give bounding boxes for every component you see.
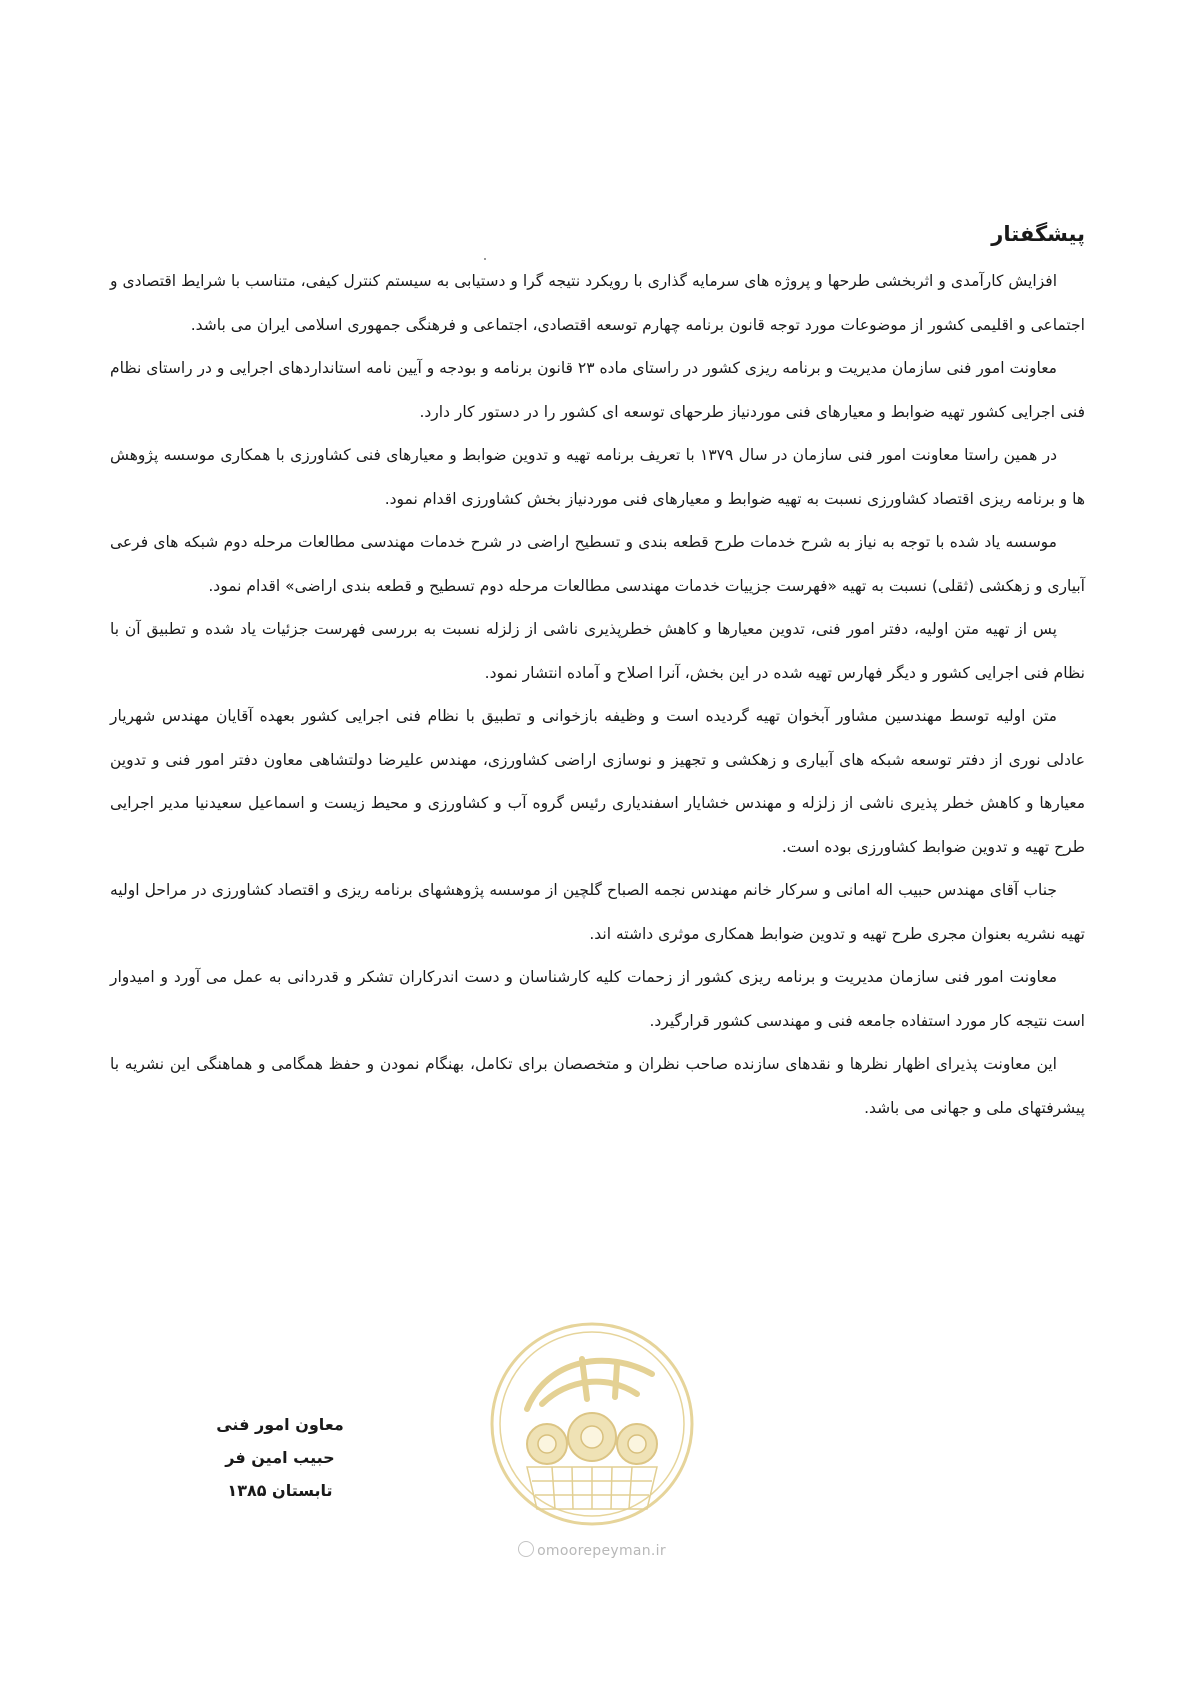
at-sign-icon [518, 1541, 534, 1557]
paragraph-1: افزایش کارآمدی و اثربخشی طرحها و پروژه های سرمایه گذاری با رویکرد نتیجه گرا و دستیابی به سیستم کنترل کیفی، متناسب با شرایط اقتصادی و اجتماعی و اقلیمی کشور از موضوعات مورد توجه قانون برنامه چهارم توسعه اقتصادی، اجتماعی و فرهنگی جمهوری اسلامی ایران می باشد. [110, 272, 1085, 334]
paragraph-8: معاونت امور فنی سازمان مدیریت و برنامه ریزی کشور از زحمات کلیه کارشناسان و دست اندرکاران تشکر و قدردانی به عمل می آورد و امیدوار است نتیجه کار مورد استفاده جامعه فنی و مهندسی کشور قرارگیرد. [110, 968, 1085, 1030]
paragraph-5: پس از تهیه متن اولیه، دفتر امور فنی، تدوین معیارها و کاهش خطرپذیری ناشی از زلزله نسبت به بررسی فهرست جزئیات یاد شده و تطبیق آن با نظام فنی اجرایی کشور و دیگر فهارس تهیه شده در این بخش، آنرا اصلاح و آماده انتشار نمود. [110, 620, 1085, 682]
signature-block [205, 1408, 355, 1507]
signature-name: حبیب امین فر [225, 1448, 335, 1467]
paragraph-4: موسسه یاد شده با توجه به نیاز به شرح خدمات طرح قطعه بندی و تسطیح اراضی در شرح خدمات مهندسی مطالعات مرحله دوم شبکه های فرعی آبیاری و زهکشی (ثقلی) نسبت به تهیه «فهرست جزییات خدمات مهندسی مطالعات مرحله دوم تسطیح و قطعه بندی اراضی» اقدام نمود. [110, 533, 1085, 595]
signature-date: تابستان ۱۳۸۵ [227, 1481, 333, 1500]
paragraph-3: در همین راستا معاونت امور فنی سازمان در سال ۱۳۷۹ با تعریف برنامه تهیه و تدوین ضوابط و معیارهای فنی کشاورزی با همکاری موسسه پژوهش ها و برنامه ریزی اقتصاد کشاورزی نسبت به تهیه ضوابط و معیارهای فنی موردنیاز بخش کشاورزی اقدام نمود. [110, 446, 1085, 508]
paragraph-9: این معاونت پذیرای اظهار نظرها و نقدهای سازنده صاحب نظران و متخصصان برای تکامل، بهنگام نمودن و حفظ همگامی و هماهنگی این نشریه با پیشرفتهای ملی و جهانی می باشد. [110, 1055, 1085, 1117]
website-watermark [487, 1541, 697, 1559]
signature-role: معاون امور فنی [216, 1415, 344, 1434]
paragraph-7: جناب آقای مهندس حبیب اله امانی و سرکار خانم مهندس نجمه الصباح گلچین از موسسه پژوهشهای برنامه ریزی و اقتصاد کشاورزی در مراحل اولیه تهیه نشریه بعنوان مجری طرح تهیه و تدوین ضوابط همکاری موثری داشته اند. [110, 881, 1085, 943]
publisher-seal-icon [487, 1319, 697, 1529]
paragraph-2: معاونت امور فنی سازمان مدیریت و برنامه ریزی کشور در راستای ماده ۲۳ قانون برنامه و بودجه و آیین نامه استانداردهای اجرایی و در راستای نظام فنی اجرایی کشور تهیه ضوابط و معیارهای فنی موردنیاز طرحهای توسعه ای کشور را در دستور کار دارد. [110, 359, 1085, 421]
preface-content [110, 222, 1085, 1130]
watermark-text: omoorepeyman.ir [537, 1543, 666, 1559]
paragraph-6: متن اولیه توسط مهندسین مشاور آبخوان تهیه گردیده است و وظیفه بازخوانی و تطبیق با نظام فنی اجرایی کشور بعهده آقایان مهندس شهریار عادلی نوری از دفتر توسعه شبکه های آبیاری و زهکشی و تجهیز و نوسازی اراضی کشاورزی، مهندس علیرضا دولتشاهی معاون دفتر امور فنی و تدوین معیارها و کاهش خطر پذیری ناشی از زلزله و مهندس خشایار اسفندیاری رئیس گروه آب و کشاورزی و محیط زیست و اسماعیل سعیدنیا مدیر اجرایی طرح تهیه و تدوین ضوابط کشاورزی بوده است. [110, 707, 1085, 856]
page-title: پیشگفتار [991, 222, 1085, 246]
